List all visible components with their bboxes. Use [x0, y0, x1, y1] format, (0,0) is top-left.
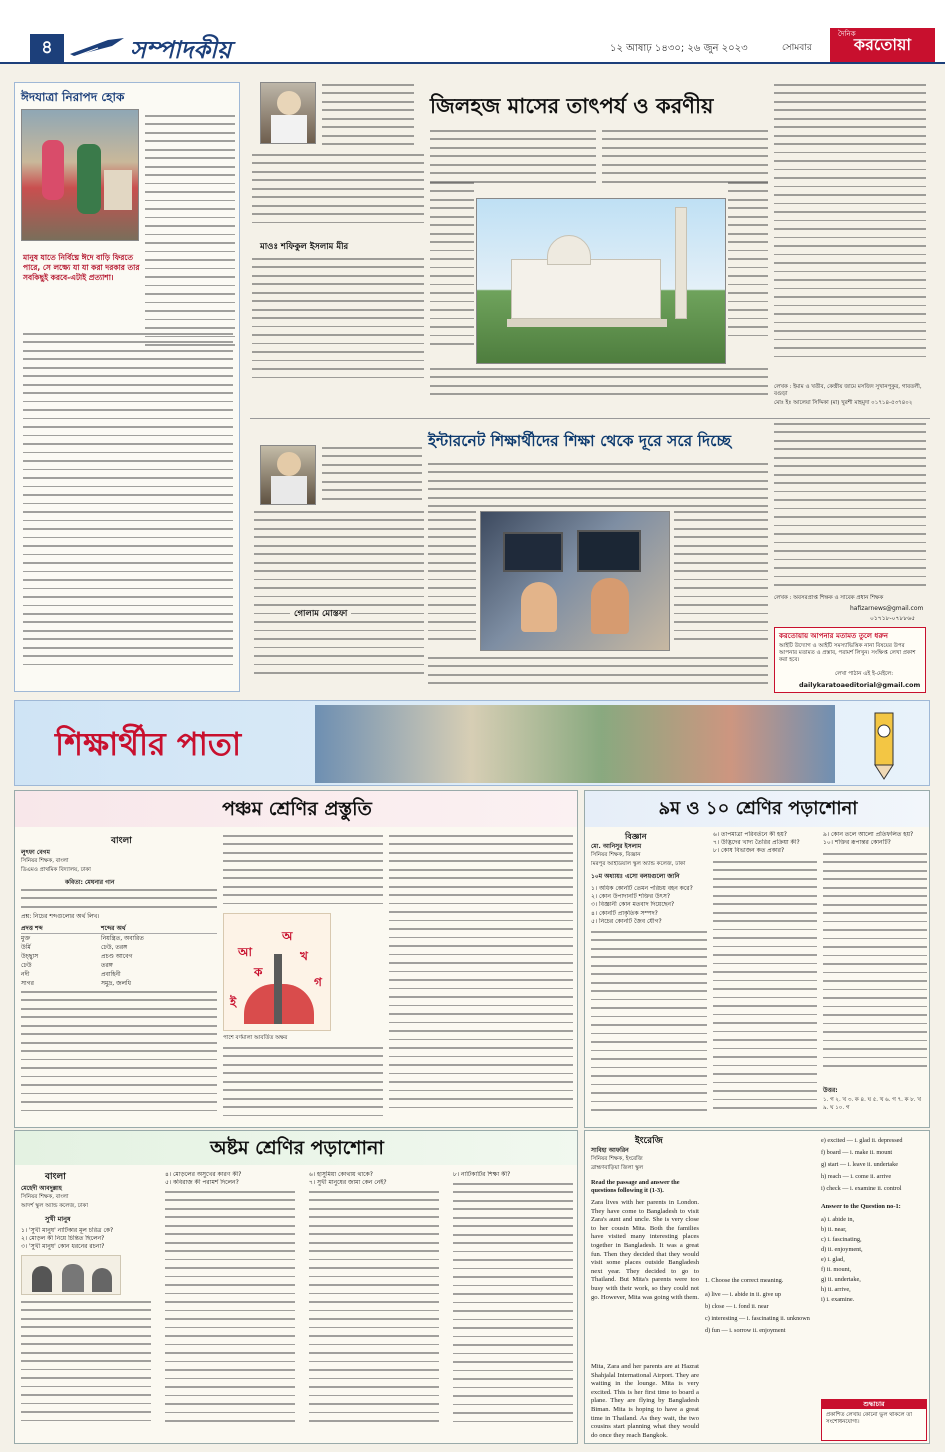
answer-item: h) ii. arrive,	[821, 1286, 851, 1293]
opinion-email[interactable]: dailykaratoaeditorial@gmail.com	[799, 681, 921, 689]
english-items-col1	[705, 1289, 817, 1337]
festival-travel-photo	[21, 109, 139, 241]
student-banner-title: শিক্ষার্থীর পাতা	[55, 725, 242, 763]
students-computer-photo	[480, 511, 670, 651]
vocab-item: i) check — i. examine ii. control	[821, 1185, 902, 1192]
word-cell: ঢেউ	[21, 962, 32, 970]
vocab-item: d) fun — i. sorrow ii. enjoyment	[705, 1327, 786, 1334]
class9-subject: বিজ্ঞান	[625, 831, 647, 841]
callout-text: মানুষ যাতে নির্বিঘ্নে ঈদে বাড়ি ফিরতে পারে, সে লক্ষ্যে যা যা করা দরকার তার সবকিছুই করবে-এটাই প্রত্যাশা।	[23, 253, 140, 282]
article2-phone: ০১৭১৮-০৭৮৮৬৫	[870, 615, 916, 622]
table-header-word: প্রদত্ত শব্দ	[21, 925, 43, 932]
vocab-item: f) board — i. make ii. mount	[821, 1149, 893, 1156]
question-item: ৭। উদ্ভিদের খাদ্য তৈরির প্রক্রিয়া কী?	[713, 839, 800, 847]
article-internet	[250, 418, 930, 694]
article1-byline: লেখক : ইমাম ও খতীব, কেন্দ্রীয় জামে মসজিদ সুখানপুকুর, গাবতলী, বগুড়া	[774, 384, 922, 397]
image-caption: পাশে বর্ণমালা আবর্তিত অক্ষর	[223, 1035, 288, 1041]
question-item: ২। মোড়ল কী নিয়ে চিন্তিত ছিলেন?	[21, 1235, 105, 1243]
answer-item: a) i. abide in,	[821, 1216, 855, 1223]
question-item: ৯। কোন তলে আলো প্রতিফলিত হয়?	[823, 831, 914, 838]
class9-teacher: মো. আনিসুর ইসলাম	[591, 843, 642, 850]
question-item: ৩। বিজ্ঞানী কোন মতবাদ দিয়েছেন?	[591, 901, 675, 909]
correction-box	[821, 1399, 927, 1441]
opinion-body: আইটি উদ্যোগ ও আইটি সমস্যাভিত্তিক নানা বিষয়ের উপর আপনার মতামত ও প্রস্তাব, পরামর্শ লিখুন। সংক্ষিপ্ত লেখা প্রকাশ করা হবে।	[779, 643, 916, 663]
opinion-send-label: লেখা পাঠান এই ই-মেইলে:	[835, 671, 894, 677]
english-answers	[821, 1215, 927, 1305]
correction-body: প্রকাশিত লেখায় কোনো ভুল থাকলে তা সংশোধনযোগ্য।	[826, 1412, 913, 1425]
vocab-item: h) reach — i. come ii. arrive	[821, 1173, 892, 1180]
question-item: ৭। সুখী মানুষের জামা কেন নেই?	[309, 1179, 387, 1187]
editorial-column	[14, 82, 240, 692]
article2-author: গোলাম মোস্তফা	[290, 609, 351, 620]
article-zilhaj	[250, 82, 930, 412]
letter: গ	[314, 975, 322, 989]
answer-item: c) i. fascinating,	[821, 1236, 862, 1243]
class8-poem: সুখী মানুষ	[45, 1215, 71, 1223]
class9-question-list	[591, 885, 707, 926]
editorial-callout	[23, 253, 141, 323]
author-photo-2	[260, 445, 316, 505]
vocab-item: b) close — i. fond ii. near	[705, 1303, 769, 1310]
class5-teacher-role: সিনিয়র শিক্ষক, বাংলা	[21, 858, 69, 864]
class9-intro: ১০ম অধ্যায়ঃ এসো বলয়গুলো জানি	[591, 873, 680, 880]
article2-email: hafizarnews@gmail.com	[850, 605, 924, 612]
page-number: ৪	[30, 34, 64, 62]
english-teacher-role: সিনিয়র শিক্ষক, ইংরেজি	[591, 1156, 643, 1162]
vocab-item: a) live — i. abide in ii. give up	[705, 1291, 781, 1298]
question-item: ৫। কবিরাজ কী পরামর্শ দিলেন?	[165, 1179, 239, 1187]
question-item: ৪। মোড়লের অসুখের কারণ কী?	[165, 1171, 242, 1178]
class5-teacher: লুৎফা বেগম	[21, 849, 50, 856]
class5-subject: বাংলা	[111, 836, 132, 846]
english-school: ব্রাহ্মণবাড়িয়া জিলা স্কুল	[591, 1165, 644, 1171]
answer-item: i) i. examine.	[821, 1296, 855, 1303]
english-passage2: Mita, Zara and her parents are at Hazrat Shahjalal International Airport. They are waiting in the lounge. Mita is very excited. This is her first time to board a plane. They are flying by Bangladesh Biman. Mita is hoping to have a great time in Thailand. As they wait, the two cousins start planning what they would do once they reach Bangkok.	[591, 1363, 699, 1439]
article1-headline: জিলহজ মাসের তাৎপর্য ও করণীয়	[430, 93, 714, 118]
class8-subject: বাংলা	[45, 1172, 66, 1182]
meaning-cell: সমুদ্র, জলধি	[101, 980, 132, 988]
table-row	[21, 943, 217, 952]
english-instruction: Read the passage and answer the questions following it (1-3).	[591, 1179, 680, 1194]
pen-icon	[68, 36, 128, 58]
question-item: ৫। নিচের কোনটি জৈব যৌগ?	[591, 917, 662, 925]
answer-item: e) i. glad,	[821, 1256, 845, 1263]
class9-answers: ১. গ ২. খ ৩. ক ৪. ঘ ৫. খ ৬. গ ৭. ক ৮. খ ৯. ঘ ১০. গ	[823, 1097, 921, 1111]
class5-q1: প্রশ্ন: নিচের শব্দগুলোর অর্থ লিখ।	[21, 913, 100, 920]
paper-prefix: দৈনিক	[838, 30, 856, 38]
question-item: ৮। কোষ বিভাজন কত প্রকার?	[713, 847, 785, 855]
editorial-title: ঈদযাত্রা নিরাপদ হোক	[21, 90, 125, 104]
correction-title: শুদ্ধাচার	[822, 1400, 926, 1409]
class5-word-table	[21, 925, 217, 988]
table-row	[21, 970, 217, 979]
word-cell: মুক্ত	[21, 935, 31, 943]
answer-item: g) ii. undertake,	[821, 1276, 861, 1283]
class9-header: ৯ম ও ১০ শ্রেণির পড়াশোনা	[585, 791, 930, 827]
english-passage: Zara lives with her parents in London. They have come to Bangladesh to visit Zara's aunt and uncle. She is very close to her cousin Mita. Both the families have visited many interesting places together in Bangladesh. It was a great fun. Then they decided that they would visit some places outside Bangladesh next year. They decided to go to Thailand. But Mita's parents were too busy with their work, so they could not go. However, Mita was going with them.	[591, 1199, 699, 1301]
letter: অ	[282, 929, 293, 943]
word-cell: সাগর	[21, 980, 34, 988]
class8-question-list	[21, 1227, 151, 1252]
table-row	[21, 961, 217, 970]
class8-teacher: মেহেদী আবদুল্লাহ	[21, 1185, 62, 1192]
question-item: ৮। নাটিকাটির শিক্ষা কী?	[453, 1171, 511, 1178]
class9-school: মিরপুর আইডিয়াল স্কুল অ্যান্ড কলেজ, ঢাকা	[591, 861, 686, 867]
class5-header: পঞ্চম শ্রেণির প্রস্তুতি	[15, 791, 578, 827]
class9-answers-title: উত্তর:	[823, 1087, 838, 1094]
letter: আ	[238, 945, 252, 959]
class8-illustration	[21, 1255, 121, 1295]
answer-item: b) ii. near,	[821, 1226, 847, 1233]
author-photo	[260, 82, 316, 144]
class9-section	[584, 790, 930, 1128]
english-section	[584, 1130, 930, 1444]
class8-header: অষ্টম শ্রেণির পড়াশোনা	[15, 1131, 578, 1165]
class5-section	[14, 790, 578, 1128]
english-header: ইংরেজি	[635, 1136, 663, 1146]
word-cell: উচ্ছ্বাস	[21, 953, 39, 961]
article1-author: মাওঃ শফিকুল ইসলাম মীর	[260, 242, 349, 252]
english-teacher: সাবিহা আফরিন	[591, 1147, 629, 1154]
table-row	[21, 934, 217, 943]
vocab-item: c) interesting — i. fascinating ii. unknown	[705, 1315, 810, 1322]
question-item: ১০। শক্তির রূপান্তর কোনটি?	[823, 839, 891, 847]
article1-contact: মোঃ ইঃ আলেয়া সিদ্দিকা (মা) খুরশী মাহমুদা ০১৭১৪-৫৩৭৪০২	[774, 400, 913, 406]
opinion-box	[774, 627, 926, 693]
vocab-item: g) start — i. leave ii. undertake	[821, 1161, 898, 1168]
mosque-photo	[476, 198, 726, 364]
meaning-cell: তরঙ্গ	[101, 962, 113, 970]
question-item: ৩। 'সুখী মানুষ' কোন ধরনের রচনা?	[21, 1243, 105, 1251]
weekday: সোমবার	[782, 43, 812, 53]
meaning-cell: ঢেউ, তরঙ্গ	[101, 944, 128, 952]
english-answer-title: Answer to the Question no-1:	[821, 1203, 901, 1210]
section-title: সম্পাদকীয়	[130, 35, 232, 64]
masthead	[0, 0, 945, 64]
question-item: ১। অধিক কোনটি তেমন পরিচয় বহন করে?	[591, 885, 693, 892]
answer-item: d) ii. enjoyment,	[821, 1246, 863, 1253]
class8-teacher-role: সিনিয়র শিক্ষক, বাংলা	[21, 1194, 69, 1200]
english-items-col2	[821, 1135, 927, 1195]
letter: ই	[230, 995, 237, 1009]
table-header-meaning: শব্দের অর্থ	[101, 925, 126, 932]
paper-name: করতোয়া	[853, 35, 912, 54]
meaning-cell: প্রবাহিনী	[101, 971, 121, 979]
class9-teacher-role: সিনিয়র শিক্ষক, বিজ্ঞান	[591, 852, 641, 858]
alphabet-illustration	[223, 913, 331, 1031]
article2-byline: লেখক : অবসরপ্রাপ্ত শিক্ষক ও সাবেক প্রধান শিক্ষক	[774, 595, 884, 601]
student-page-banner	[14, 700, 930, 786]
vocab-item: e) excited — i. glad ii. depressed	[821, 1137, 903, 1144]
banner-students-photo	[315, 705, 835, 783]
word-cell: উর্মি	[21, 944, 31, 952]
question-item: ৪। কোনটি প্রাকৃতিক সম্পদ?	[591, 909, 658, 917]
class8-section	[14, 1130, 578, 1444]
letter: খ	[300, 949, 308, 963]
class5-poem: কবিতা: মেঘনার গান	[65, 879, 115, 886]
pencil-mascot-icon	[849, 707, 919, 783]
meaning-cell: প্রচণ্ড আবেগ	[101, 953, 133, 961]
question-item: ৬। হাসুমিয়া কোথায় থাকে?	[309, 1171, 373, 1178]
letter: ক	[254, 965, 263, 979]
question-item: ২। কোন উপাদানটি শক্তির উৎস?	[591, 893, 670, 901]
meaning-cell: নিয়ন্ত্রিত, অবারিত	[101, 935, 144, 943]
table-row	[21, 979, 217, 988]
opinion-title: করতোয়ায় আপনার মতামত তুলে ধরুন	[779, 631, 888, 640]
question-item: ১। 'সুখী মানুষ' নাটিকার মূল চরিত্র কে?	[21, 1227, 114, 1234]
table-row	[21, 952, 217, 961]
class8-school: আদর্শ স্কুল অ্যান্ড কলেজ, ঢাকা	[21, 1203, 88, 1209]
article2-headline: ইন্টারনেট শিক্ষার্থীদের শিক্ষা থেকে দূরে সরে দিচ্ছে	[428, 431, 732, 450]
word-cell: নদী	[21, 971, 30, 979]
answer-item: f) ii. mount,	[821, 1266, 852, 1273]
class5-school: ডিএমও প্রাথমিক বিদ্যালয়, ঢাকা	[21, 867, 91, 873]
english-choose: 1. Choose the correct meaning.	[705, 1277, 784, 1284]
date: ১২ আষাঢ় ১৪৩০; ২৬ জুন ২০২৩	[610, 43, 748, 54]
question-item: ৬। তাপমাত্রা পরিবর্তনে কী হয়?	[713, 831, 787, 838]
